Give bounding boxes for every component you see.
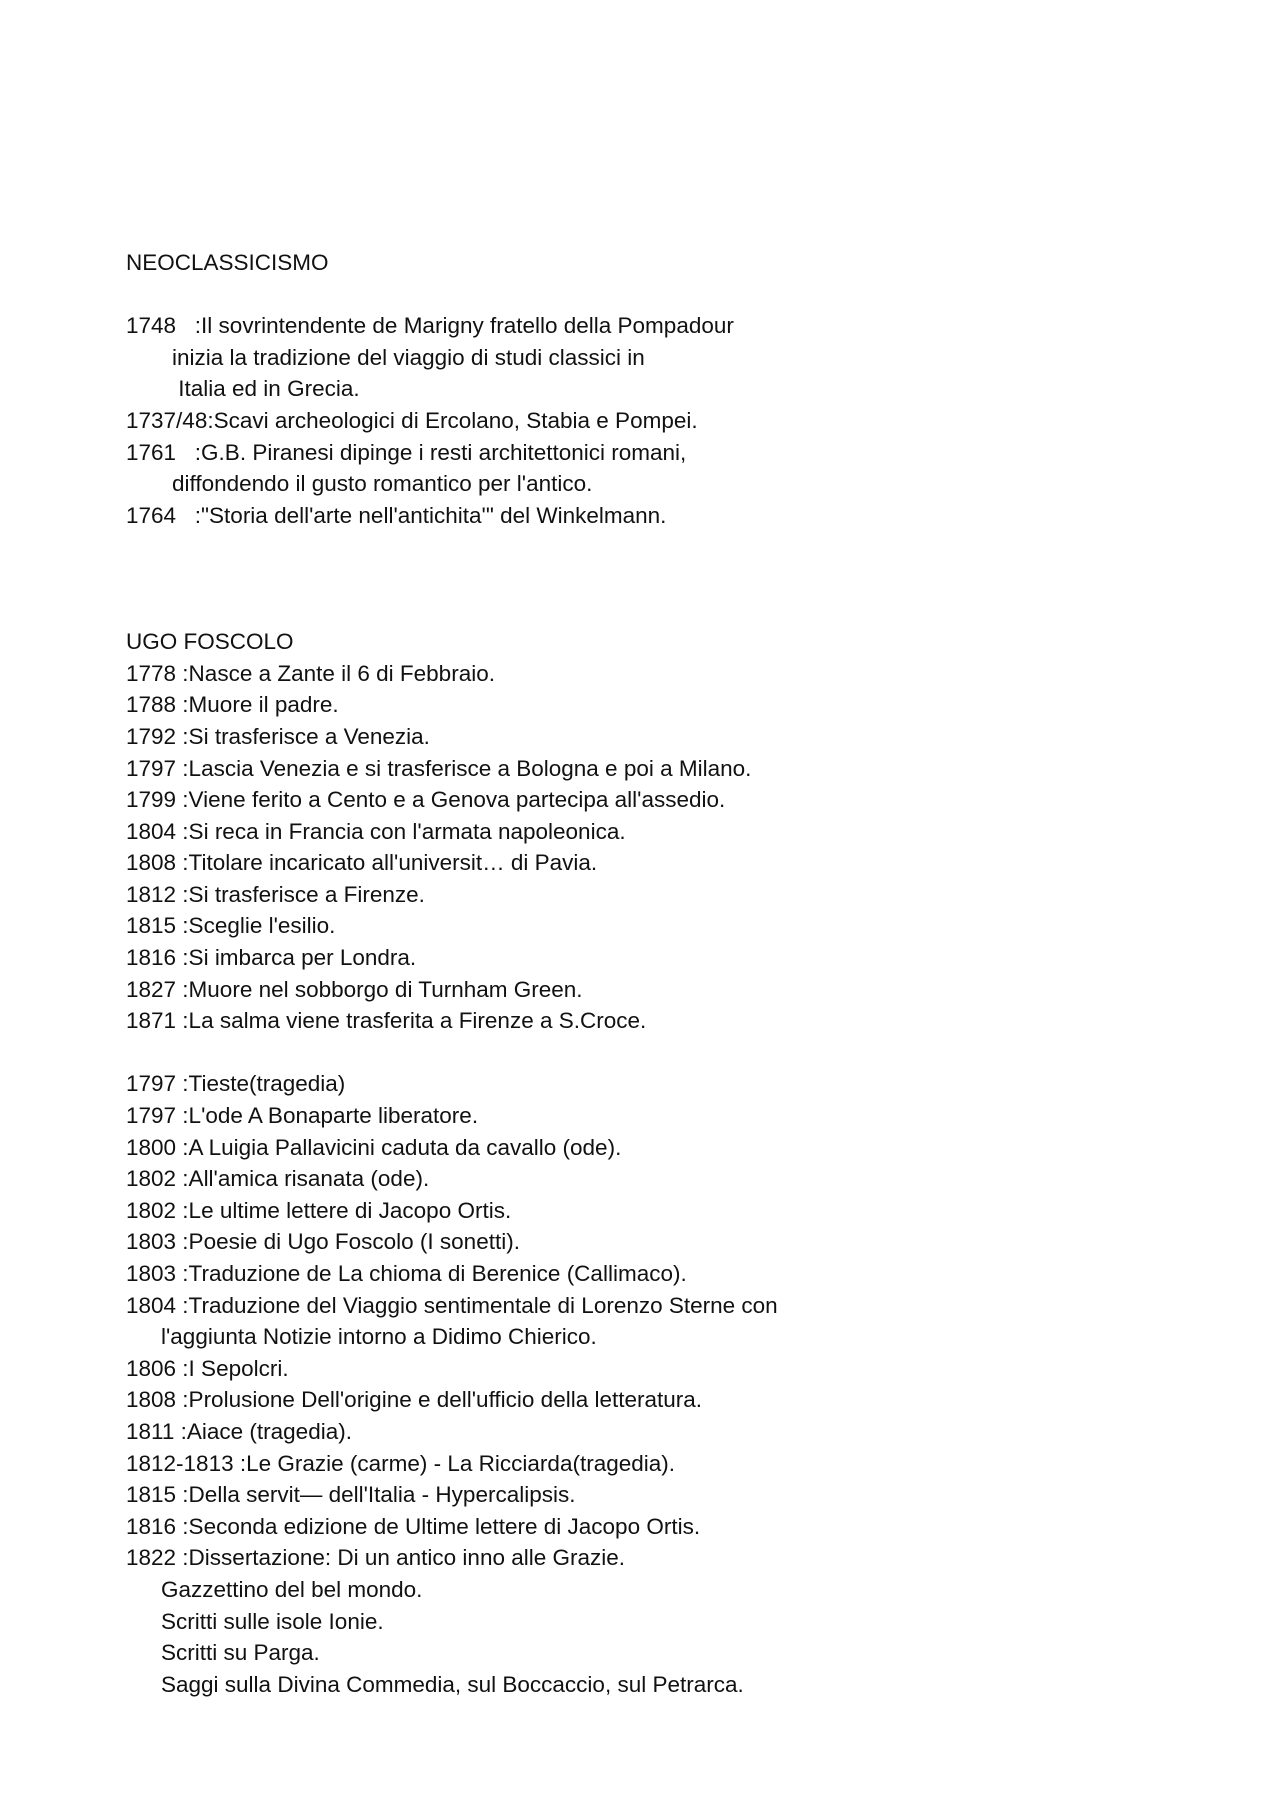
works-entry: 1812-1813 :Le Grazie (carme) - La Ricciarda(tragedia). xyxy=(126,1450,675,1476)
works-entry: 1802 :Le ultime lettere di Jacopo Ortis. xyxy=(126,1197,512,1223)
works-entry: 1797 :L'ode A Bonaparte liberatore. xyxy=(126,1103,479,1129)
works-entry-continuation: l'aggiunta Notizie intorno a Didimo Chierico. xyxy=(161,1324,597,1350)
bio-entry: 1812 :Si trasferisce a Firenze. xyxy=(126,881,425,907)
bio-entry: 1797 :Lascia Venezia e si trasferisce a Bologna e poi a Milano. xyxy=(126,755,752,781)
works-entry-continuation: Scritti su Parga. xyxy=(161,1640,320,1666)
spacer xyxy=(126,279,1156,311)
bio-entry: 1799 :Viene ferito a Cento e a Genova partecipa all'assedio. xyxy=(126,787,726,813)
bio-entry: 1816 :Si imbarca per Londra. xyxy=(126,945,417,971)
works-entry: 1806 :I Sepolcri. xyxy=(126,1355,289,1381)
works-entry: 1808 :Prolusione Dell'origine e dell'ufficio della letteratura. xyxy=(126,1387,703,1413)
works-entry-continuation: Gazzettino del bel mondo. xyxy=(161,1576,423,1602)
timeline-entry-continuation: diffondendo il gusto romantico per l'antico. xyxy=(172,471,593,497)
bio-entry: 1792 :Si trasferisce a Venezia. xyxy=(126,723,430,749)
works-entry: 1797 :Tieste(tragedia) xyxy=(126,1071,346,1097)
timeline-entry: 1748 :Il sovrintendente de Marigny fratello della Pompadour xyxy=(126,313,734,339)
works-entry: 1822 :Dissertazione: Di un antico inno alle Grazie. xyxy=(126,1545,626,1571)
spacer xyxy=(126,1037,1156,1069)
works-entry: 1802 :All'amica risanata (ode). xyxy=(126,1166,430,1192)
works-entry: 1803 :Traduzione de La chioma di Berenice (Callimaco). xyxy=(126,1261,687,1287)
works-entry: 1815 :Della servit— dell'Italia - Hypercalipsis. xyxy=(126,1482,576,1508)
works-entry: 1800 :A Luigia Pallavicini caduta da cavallo (ode). xyxy=(126,1134,622,1160)
works-entry: 1811 :Aiace (tragedia). xyxy=(126,1418,352,1444)
timeline-entry-continuation: inizia la tradizione del viaggio di studi classici in xyxy=(172,344,645,370)
works-entry: 1816 :Seconda edizione de Ultime lettere di Jacopo Ortis. xyxy=(126,1513,701,1539)
bio-entry: 1808 :Titolare incaricato all'universit… di Pavia. xyxy=(126,850,598,876)
timeline-entry: 1737/48:Scavi archeologici di Ercolano, Stabia e Pompei. xyxy=(126,407,698,433)
bio-entry: 1815 :Sceglie l'esilio. xyxy=(126,913,336,939)
timeline-entry: 1764 :"Storia dell'arte nell'antichita'" del Winkelmann. xyxy=(126,502,667,528)
document-content xyxy=(126,247,1156,1700)
section-heading-foscolo: UGO FOSCOLO xyxy=(126,629,294,655)
bio-entry: 1827 :Muore nel sobborgo di Turnham Green. xyxy=(126,976,583,1002)
spacer xyxy=(126,531,1156,626)
timeline-entry-continuation: Italia ed in Grecia. xyxy=(172,376,360,402)
section-heading-neoclassicismo: NEOCLASSICISMO xyxy=(126,250,329,275)
bio-entry: 1778 :Nasce a Zante il 6 di Febbraio. xyxy=(126,660,495,686)
bio-entry: 1871 :La salma viene trasferita a Firenze a S.Croce. xyxy=(126,1008,647,1034)
works-entry: 1804 :Traduzione del Viaggio sentimentale di Lorenzo Sterne con xyxy=(126,1292,778,1318)
bio-entry: 1788 :Muore il padre. xyxy=(126,692,339,718)
works-entry: 1803 :Poesie di Ugo Foscolo (I sonetti). xyxy=(126,1229,520,1255)
bio-entry: 1804 :Si reca in Francia con l'armata napoleonica. xyxy=(126,818,626,844)
timeline-entry: 1761 :G.B. Piranesi dipinge i resti architettonici romani, xyxy=(126,439,687,465)
works-entry-continuation: Saggi sulla Divina Commedia, sul Boccaccio, sul Petrarca. xyxy=(161,1671,744,1697)
works-entry-continuation: Scritti sulle isole Ionie. xyxy=(161,1608,384,1634)
